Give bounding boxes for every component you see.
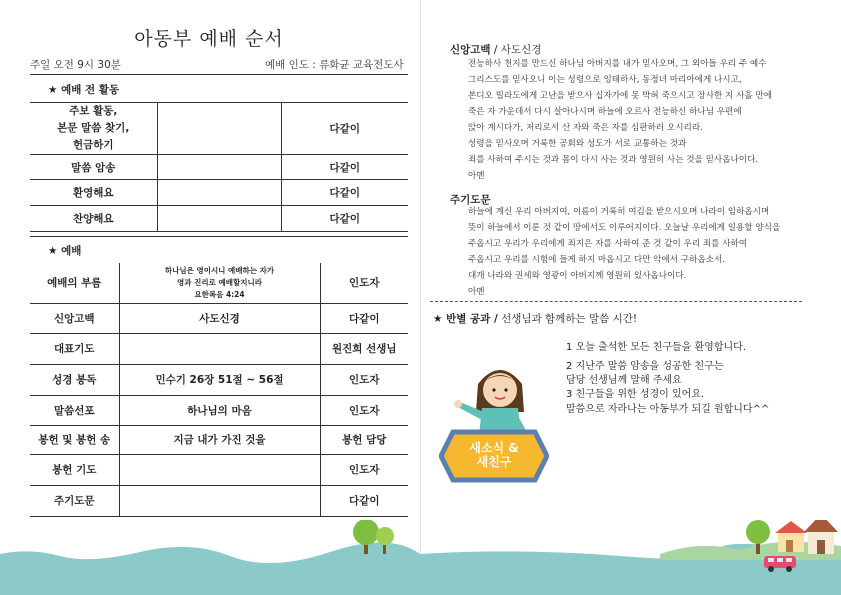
notice-item: 담당 선생님께 말해 주세요 xyxy=(566,375,682,386)
worship-heading: ★ 예배 xyxy=(48,245,82,257)
table-row xyxy=(30,303,408,333)
order-leader: 인도자 xyxy=(320,395,408,425)
order-content: 사도신경 xyxy=(119,303,320,333)
order-content xyxy=(119,454,320,485)
class-lesson-heading xyxy=(433,311,637,326)
activity-cell: 환영해요 xyxy=(30,180,157,206)
order-item: 예배의 부름 xyxy=(30,263,119,303)
table-row xyxy=(30,364,408,395)
activity-cell xyxy=(30,103,157,155)
table-row xyxy=(30,425,408,454)
activity-cell: 말씀 암송 xyxy=(30,155,157,180)
table-row xyxy=(30,103,408,155)
table-row xyxy=(30,333,408,364)
call-to-worship-text xyxy=(119,263,320,303)
blank-cell xyxy=(157,180,281,206)
news-badge xyxy=(454,441,534,469)
notice-item: 말씀으로 자라나는 아동부가 되길 원합니다^^ xyxy=(566,404,770,415)
order-content xyxy=(119,333,320,364)
creed-line: 본디오 빌라도에게 고난을 받으사 십자가에 못 박혀 죽으시고 장사한 지 사흘 만에 xyxy=(468,91,773,101)
order-leader: 인도자 xyxy=(320,263,408,303)
order-content: 지금 내가 가진 것을 xyxy=(119,425,320,454)
badge-line: 새소식 & xyxy=(469,441,519,455)
order-content xyxy=(119,485,320,516)
divider xyxy=(30,236,408,237)
table-row xyxy=(30,155,408,180)
order-leader: 인도자 xyxy=(320,364,408,395)
activity-line: 본문 말씀 찾기, xyxy=(57,122,130,134)
activity-cell: 찬양해요 xyxy=(30,206,157,232)
service-time: 주일 오전 9시 30분 xyxy=(30,59,121,71)
order-content: 하나님의 마음 xyxy=(119,395,320,425)
creed-line: 죄를 사하여 주시는 것과 몸이 다시 사는 것과 영원히 사는 것을 믿사옵나이다. xyxy=(468,155,759,165)
pre-activity-table xyxy=(30,102,408,232)
verse-line: 영과 진리로 예배할지니라 xyxy=(177,277,262,287)
order-item: 신앙고백 xyxy=(30,303,119,333)
pre-activity-heading: ★ 예배 전 활동 xyxy=(48,84,120,96)
lords-prayer-text xyxy=(468,204,780,300)
order-item: 말씀선포 xyxy=(30,395,119,425)
creed-line: 전능하사 천지를 만드신 하나님 아버지를 내가 믿사오며, 그 외아들 우리 주 예수 xyxy=(468,59,767,69)
table-row xyxy=(30,485,408,516)
order-leader: 다같이 xyxy=(320,485,408,516)
prayer-line: 뜻이 하늘에서 이룬 것 같이 땅에서도 이루어지이다. 오늘날 우리에게 일용할 양식을 xyxy=(468,223,781,233)
creed-line: 앉아 계시다가, 저리로서 산 자와 죽은 자를 심판하러 오시리라. xyxy=(468,123,703,133)
prayer-line: 하늘에 계신 우리 아버지여, 이름이 거룩히 여김을 받으시오며 나라이 임하옵시며 xyxy=(468,207,770,217)
table-row xyxy=(30,454,408,485)
notice-item: 3 친구들을 위한 성경이 있어요. xyxy=(566,389,705,400)
creed-label: 신앙고백 xyxy=(450,44,491,56)
order-leader: 봉헌 담당 xyxy=(320,425,408,454)
table-row xyxy=(30,180,408,206)
prayer-line: 주옵시고 우리가 우리에게 죄지은 자를 사하여 준 것 같이 우리 죄를 사하여 xyxy=(468,239,748,249)
blank-cell xyxy=(157,155,281,180)
order-item: 대표기도 xyxy=(30,333,119,364)
role-cell: 다같이 xyxy=(281,180,408,206)
blank-cell xyxy=(157,103,281,155)
prayer-line: 주옵시고 우리를 시험에 들게 하지 마옵시고 다만 악에서 구하옵소서. xyxy=(468,255,726,265)
creed-line: 그리스도를 믿사오니 이는 성령으로 잉태하사, 동정녀 마리아에게 나시고, xyxy=(468,75,742,85)
ground-scene xyxy=(0,520,841,595)
role-cell: 다같이 xyxy=(281,155,408,180)
table-row xyxy=(30,263,408,303)
creed-line: 성령을 믿사오며 거룩한 공회와 성도가 서로 교통하는 것과 xyxy=(468,139,687,149)
notice-item: 1 오늘 출석한 모든 친구들을 환영합니다. xyxy=(566,342,746,353)
table-row xyxy=(30,206,408,232)
order-content: 민수기 26장 51절 ~ 56절 xyxy=(119,364,320,395)
class-lesson-text: 선생님과 함께하는 말씀 시간! xyxy=(497,313,638,325)
order-leader: 원진희 선생님 xyxy=(320,333,408,364)
order-leader: 인도자 xyxy=(320,454,408,485)
worship-table xyxy=(30,263,408,517)
order-item: 봉헌 기도 xyxy=(30,454,119,485)
verse-ref: 요한복음 4:24 xyxy=(194,289,245,299)
verse-line: 하나님은 영이시니 예배하는 자가 xyxy=(164,265,275,275)
creed-text xyxy=(468,56,772,184)
blank-cell xyxy=(157,206,281,232)
notice-item: 2 지난주 말씀 암송을 성공한 친구는 xyxy=(566,361,724,372)
order-item: 성경 봉독 xyxy=(30,364,119,395)
divider xyxy=(430,301,802,302)
order-item: 주기도문 xyxy=(30,485,119,516)
order-item: 봉헌 및 봉헌 송 xyxy=(30,425,119,454)
role-cell: 다같이 xyxy=(281,206,408,232)
table-row xyxy=(30,395,408,425)
service-leader: 예배 인도 : 류화균 교육전도사 xyxy=(265,59,404,71)
lords-prayer-heading: 주기도문 xyxy=(450,194,491,206)
activity-line: 헌금하기 xyxy=(72,139,114,151)
prayer-line: 대개 나라와 권세와 영광이 아버지께 영원히 있사옵나이다. xyxy=(468,271,687,281)
creed-line: 아멘 xyxy=(468,171,485,181)
order-leader: 다같이 xyxy=(320,303,408,333)
divider xyxy=(30,74,408,75)
activity-line: 주보 활동, xyxy=(69,105,118,117)
class-lesson-label: ★ 반별 공과 / xyxy=(433,313,498,325)
creed-sublabel: / 사도신경 xyxy=(490,44,542,56)
creed-heading xyxy=(450,42,541,57)
page-title: 아동부 예배 순서 xyxy=(134,28,284,50)
prayer-line: 아멘 xyxy=(468,287,485,297)
role-cell: 다같이 xyxy=(281,103,408,155)
page-fold xyxy=(420,0,421,556)
creed-line: 죽은 자 가운데서 다시 살아나시며 하늘에 오르사 전능하신 하나님 우편에 xyxy=(468,107,742,117)
badge-line: 새친구 xyxy=(476,455,512,469)
